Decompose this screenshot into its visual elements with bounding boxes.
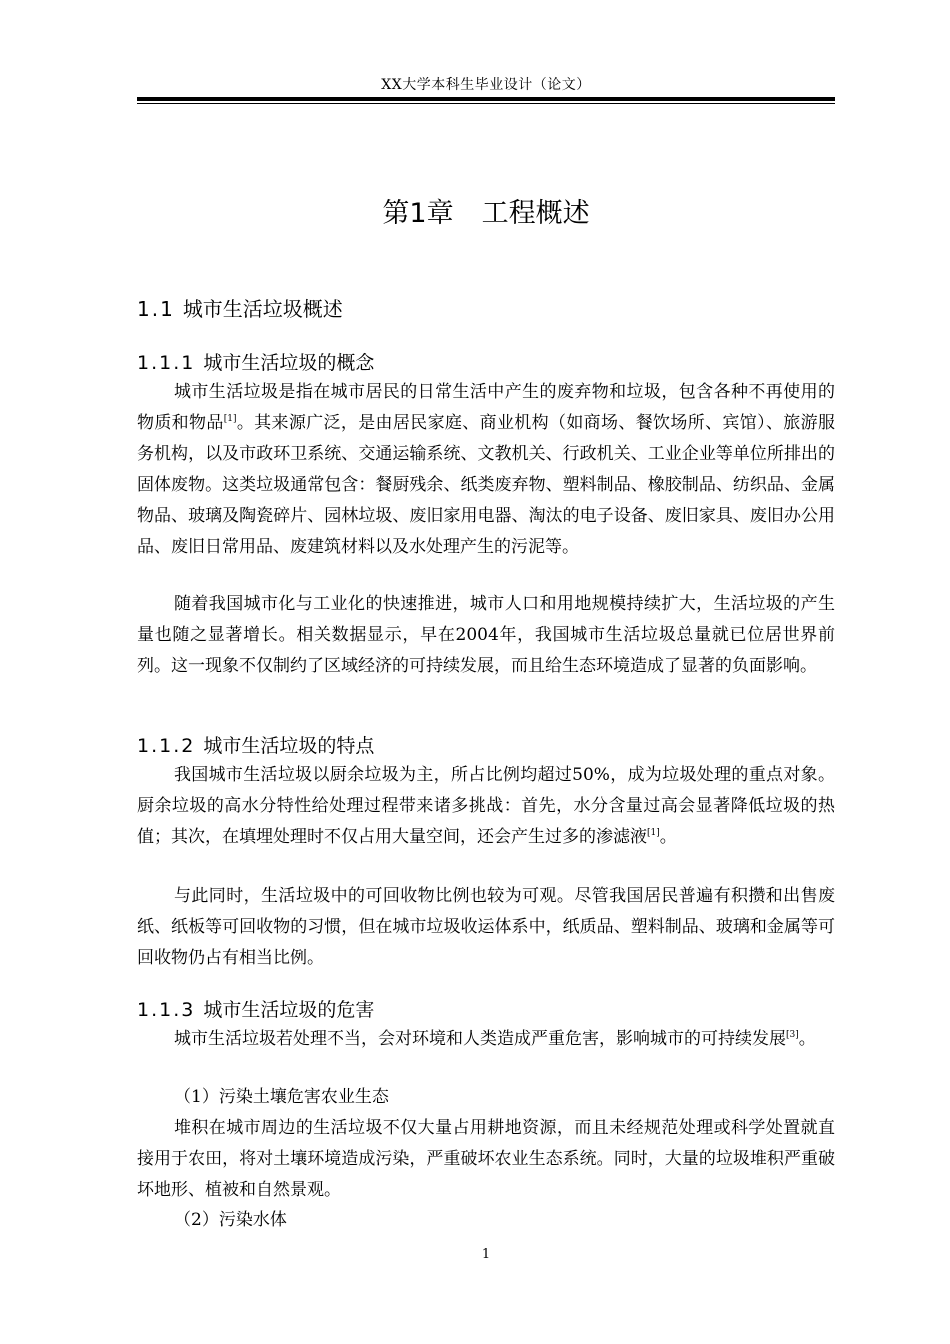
paragraph-concept-1 bbox=[137, 377, 835, 563]
list-item-soil-pollution: （1）污染土壤危害农业生态 bbox=[174, 1087, 389, 1107]
paragraph-features-1 bbox=[137, 760, 835, 853]
chapter-number: 第1章 bbox=[382, 198, 454, 229]
subsection-title: 城市生活垃圾的特点 bbox=[203, 735, 375, 757]
paragraph-harm-2 bbox=[137, 1113, 835, 1206]
chapter-title bbox=[137, 194, 835, 234]
subsection-heading-1-1-1 bbox=[137, 350, 374, 376]
paragraph-text: 。 bbox=[798, 1029, 816, 1049]
running-header: XX大学本科生毕业设计（论文） bbox=[381, 77, 591, 93]
paragraph-text: 城市生活垃圾是指在城市居民的日常生活中产生的废弃物和垃圾，包含各种不再使用的物质和物品 bbox=[137, 382, 835, 433]
paragraph-text: 与此同时，生活垃圾中的可回收物比例也较为可观。尽管我国居民普遍有积攒和出售废纸、纸板等可回收物的习惯，但在城市垃圾收运体系中，纸质品、塑料制品、玻璃和金属等可回收物仍占有相当比例。 bbox=[137, 886, 835, 968]
section-number: 1.1 bbox=[137, 297, 175, 321]
subsection-title: 城市生活垃圾的概念 bbox=[203, 352, 375, 374]
paragraph-text: 随着我国城市化与工业化的快速推进，城市人口和用地规模持续扩大，生活垃圾的产生量也随之显著增长。相关数据显示，早在2004年，我国城市生活垃圾总量就已位居世界前列。这一现象不仅制约了区域经济的可持续发展，而且给生态环境造成了显著的负面影响。 bbox=[137, 594, 835, 676]
paragraph-text: 我国城市生活垃圾以厨余垃圾为主，所占比例均超过50%，成为垃圾处理的重点对象。厨余垃圾的高水分特性给处理过程带来诸多挑战：首先，水分含量过高会显著降低垃圾的热值；其次，在填埋处理时不仅占用大量空间，还会产生过多的渗滤液 bbox=[137, 765, 835, 847]
subsection-number: 1.1.2 bbox=[137, 735, 196, 757]
paragraph-text: 。 bbox=[659, 827, 677, 847]
subsection-number: 1.1.3 bbox=[137, 999, 196, 1021]
subsection-heading-1-1-2 bbox=[137, 733, 374, 759]
page-number: 1 bbox=[481, 1247, 491, 1262]
chapter-name: 工程概述 bbox=[481, 198, 590, 229]
subsection-heading-1-1-3 bbox=[137, 997, 374, 1023]
paragraph-features-2 bbox=[137, 881, 835, 974]
citation-ref: [1] bbox=[223, 414, 237, 424]
subsection-title: 城市生活垃圾的危害 bbox=[203, 999, 375, 1021]
subsection-number: 1.1.1 bbox=[137, 352, 196, 374]
list-item-water-pollution: （2）污染水体 bbox=[174, 1210, 287, 1230]
header-rule-thick bbox=[137, 97, 835, 101]
paragraph-text: 堆积在城市周边的生活垃圾不仅大量占用耕地资源，而且未经规范处理或科学处置就直接用于农田，将对土壤环境造成污染，严重破坏农业生态系统。同时，大量的垃圾堆积严重破坏地形、植被和自然景观。 bbox=[137, 1118, 835, 1200]
paragraph-harm-1 bbox=[137, 1024, 835, 1055]
paragraph-concept-2 bbox=[137, 589, 835, 682]
section-heading-1-1 bbox=[137, 295, 343, 323]
paragraph-text: 。其来源广泛，是由居民家庭、商业机构（如商场、餐饮场所、宾馆）、旅游服务机构，以及市政环卫系统、交通运输系统、文教机关、行政机关、工业企业等单位所排出的固体废物。这类垃圾通常包含：餐厨残余、纸类废弃物、塑料制品、橡胶制品、纺织品、金属物品、玻璃及陶瓷碎片、园林垃圾、废旧家用电器、淘汰的电子设备、废旧家具、废旧办公用品、废旧日常用品、废建筑材料以及水处理产生的污泥等。 bbox=[137, 413, 835, 557]
header-rule-thin bbox=[137, 103, 835, 104]
paragraph-text: 城市生活垃圾若处理不当，会对环境和人类造成严重危害，影响城市的可持续发展 bbox=[174, 1029, 786, 1049]
citation-ref: [3] bbox=[786, 1030, 799, 1040]
citation-ref: [1] bbox=[647, 828, 660, 838]
section-title: 城市生活垃圾概述 bbox=[182, 297, 343, 321]
